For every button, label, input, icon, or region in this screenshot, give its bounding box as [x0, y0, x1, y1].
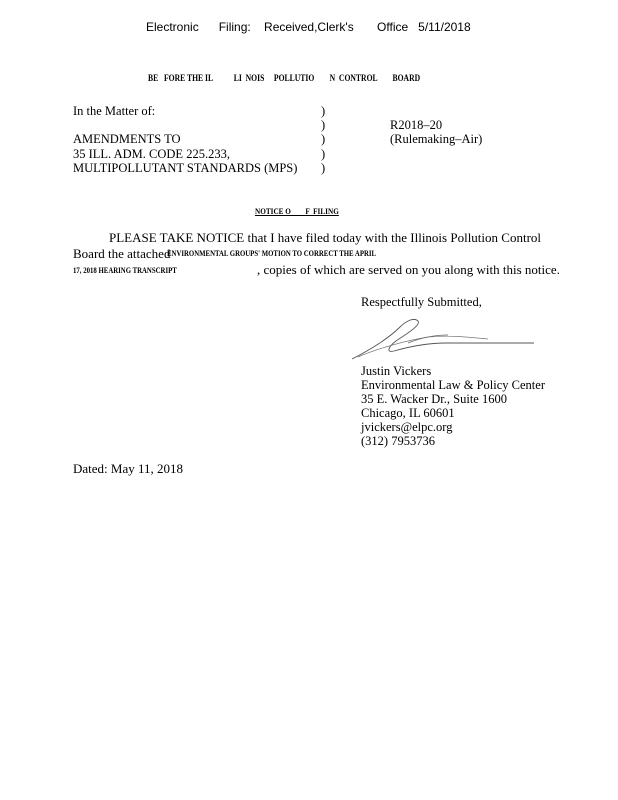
body-line-1: PLEASE TAKE NOTICE that I have filed today with the Illinois Pollution Control	[109, 230, 542, 245]
handwritten-signature	[348, 313, 538, 365]
electronic-filing-stamp: Electronic Filing: Received,Clerk's Office 5/11/2018	[146, 20, 471, 34]
caption-in-the-matter: In the Matter of:	[73, 104, 156, 118]
body-line-2-prefix: Board the attached	[73, 246, 171, 261]
caption-line-2: 35 ILL. ADM. CODE 225.233,	[73, 147, 230, 161]
caption-paren: )	[321, 147, 326, 161]
address-line-1: 35 E. Wacker Dr., Suite 1600	[361, 392, 507, 406]
caption-paren: )	[321, 161, 326, 175]
motion-title-part-1: ENVIRONMENTAL GROUPS' MOTION TO CORRECT THE APRIL	[167, 249, 377, 258]
address-line-2: Chicago, IL 60601	[361, 406, 455, 420]
attorney-name: Justin Vickers	[361, 364, 432, 378]
email: jvickers@elpc.org	[361, 420, 453, 434]
caption-paren: )	[321, 118, 326, 132]
caption-line-3: MULTIPOLLUTANT STANDARDS (MPS)	[73, 161, 298, 175]
docket-number: R2018–20	[390, 118, 443, 132]
rulemaking-type: (Rulemaking–Air)	[390, 132, 483, 146]
phone: (312) 7953736	[361, 434, 435, 448]
caption-line-1: AMENDMENTS TO	[73, 132, 181, 146]
caption-paren: )	[321, 104, 326, 118]
caption-paren: )	[321, 132, 326, 146]
body-line-3-suffix: , copies of which are served on you along with this notice.	[257, 262, 560, 277]
notice-of-filing-title: NOTICE O F FILING	[255, 206, 339, 216]
closing: Respectfully Submitted,	[361, 295, 482, 309]
organization: Environmental Law & Policy Center	[361, 378, 545, 392]
board-title: BE FORE THE IL LI NOIS POLLUTIO N CONTROL BOARD	[148, 73, 421, 83]
dated-line: Dated: May 11, 2018	[73, 461, 183, 476]
motion-title-part-2: 17, 2018 HEARING TRANSCRIPT	[73, 266, 177, 275]
